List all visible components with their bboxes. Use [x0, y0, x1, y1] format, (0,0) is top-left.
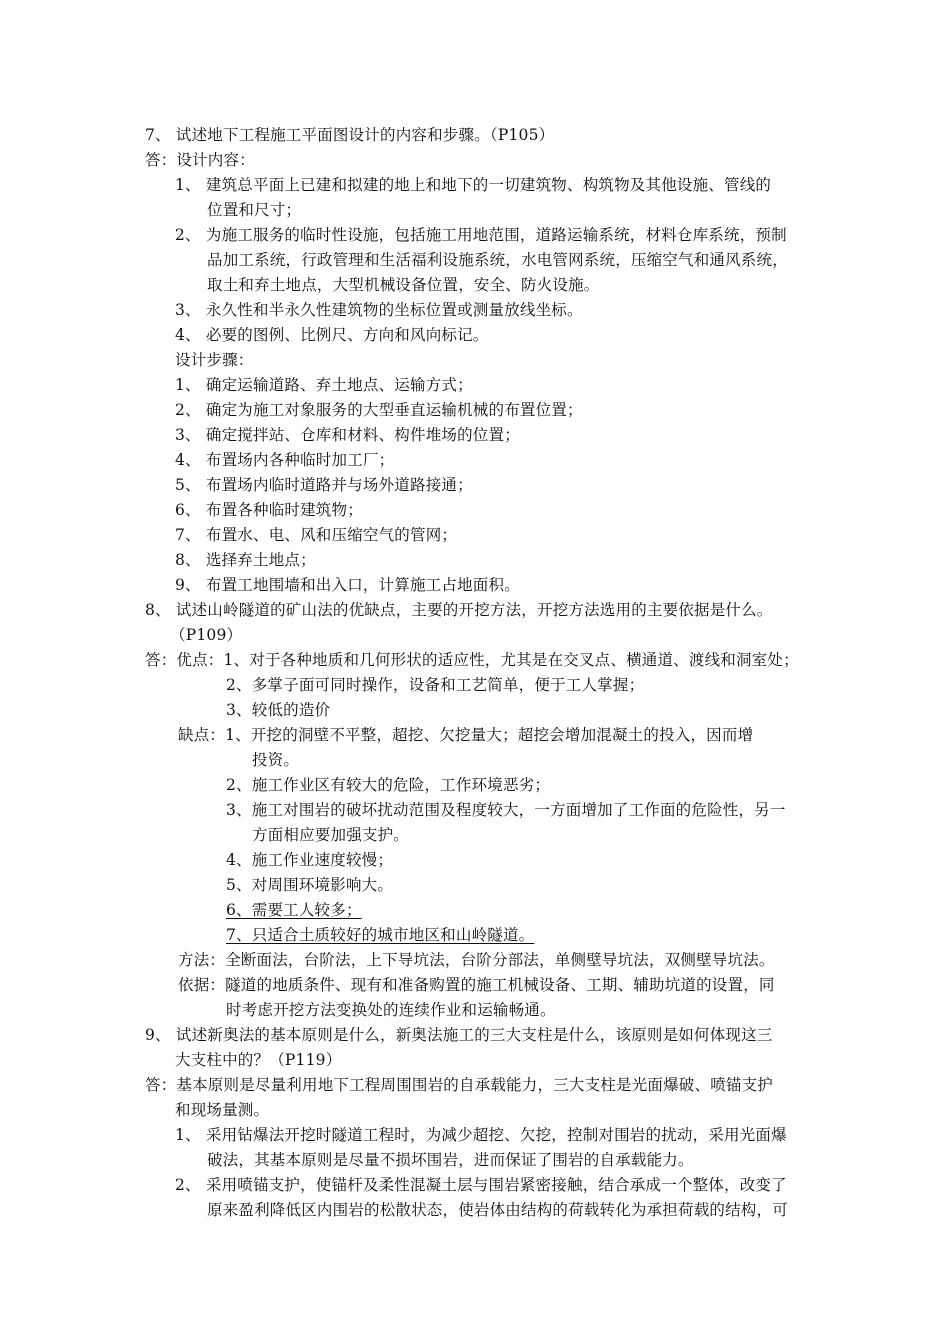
step-3: 3、 确定搅拌站、仓库和材料、构件堆场的位置；	[175, 426, 520, 444]
question-7-title: 7、 试述地下工程施工平面图设计的内容和步骤。（P105）	[145, 126, 555, 144]
advantages-item-3: 3、较低的造价	[226, 701, 331, 719]
answer-9-line-1: 答：基本原则是尽量利用地下工程周围围岩的自承载能力，三大支柱是光面爆破、喷锚支护	[145, 1076, 774, 1094]
disadvantages-item-1: 缺点：1、开挖的洞壁不平整，超挖、欠挖量大；超挖会增加混凝土的投入，因而增	[178, 726, 754, 744]
disadvantages-item-6: 6、需要工人较多；	[226, 901, 362, 919]
step-7: 7、 布置水、电、风和压缩空气的管网；	[175, 526, 458, 544]
step-6: 6、 布置各种临时建筑物；	[175, 501, 363, 519]
design-steps-heading: 设计步骤：	[175, 351, 254, 369]
advantages-item-2: 2、多掌子面可同时操作，设备和工艺简单，便于工人掌握；	[226, 676, 645, 694]
question-9-title: 9、 试述新奥法的基本原则是什么，新奥法施工的三大支柱是什么，该原则是如何体现这三	[145, 1026, 773, 1044]
basis-line: 依据：隧道的地质条件、现有和准备购置的施工机械设备、工期、辅助坑道的设置，同	[178, 976, 775, 994]
answer-9-item-2: 2、 采用喷锚支护，使锚杆及柔性混凝土层与围岩紧密接触，结合承成一个整体，改变了	[175, 1176, 787, 1194]
answer-9-item-2-cont: 原来盈利降低区内围岩的松散状态，使岩体由结构的荷载转化为承担荷载的结构，可	[207, 1201, 788, 1219]
content-item-2-cont-1: 品加工系统，行政管理和生活福利设施系统，水电管网系统，压缩空气和通风系统，	[207, 251, 788, 269]
content-item-4: 4、 必要的图例、比例尺、方向和风向标记。	[175, 326, 489, 344]
methods-line: 方法：全断面法，台阶法，上下导坑法，台阶分部法，单侧壁导坑法，双侧壁导坑法。	[178, 951, 775, 969]
step-9: 9、 布置工地围墙和出入口，计算施工占地面积。	[175, 576, 520, 594]
content-item-1-cont: 位置和尺寸；	[207, 201, 302, 219]
answer-9-line-2: 和现场量测。	[175, 1101, 270, 1119]
question-8-page-ref: （P109）	[170, 626, 243, 644]
disadvantages-item-4: 4、施工作业速度较慢；	[226, 851, 394, 869]
content-item-2-cont-2: 取土和弃土地点，大型机械设备位置，安全、防火设施。	[207, 276, 600, 294]
disadvantages-item-2: 2、施工作业区有较大的危险，工作环境恶劣；	[226, 776, 551, 794]
disadvantages-item-1-cont: 投资。	[252, 751, 300, 769]
content-item-1: 1、 建筑总平面上已建和拟建的地上和地下的一切建筑物、构筑物及其他设施、管线的	[175, 176, 772, 194]
step-2: 2、 确定为施工对象服务的大型垂直运输机械的布置位置；	[175, 401, 583, 419]
answer-9-item-1-cont: 破法，其基本原则是尽量不损坏围岩，进而保证了围岩的自承载能力。	[207, 1151, 694, 1169]
answer-9-item-1: 1、 采用钻爆法开挖时隧道工程时，为减少超挖、欠挖，控制对围岩的扰动，采用光面爆	[175, 1126, 787, 1144]
question-8-title: 8、 试述山岭隧道的矿山法的优缺点，主要的开挖方法，开挖方法选用的主要依据是什么。	[145, 601, 773, 619]
answer-7-heading: 答：设计内容：	[145, 151, 255, 169]
step-8: 8、 选择弃土地点；	[175, 551, 316, 569]
step-5: 5、 布置场内临时道路并与场外道路接通；	[175, 476, 473, 494]
advantages-item-1: 答：优点：1、对于各种地质和几何形状的适应性，尤其是在交叉点、横通道、渡线和洞室处；	[145, 651, 799, 669]
basis-line-cont: 时考虑开挖方法变换处的连续作业和运输畅通。	[226, 1001, 556, 1019]
question-9-title-cont: 大支柱中的？（P119）	[175, 1051, 342, 1069]
step-4: 4、 布置场内各种临时加工厂；	[175, 451, 395, 469]
disadvantages-item-3: 3、施工对围岩的破坏扰动范围及程度较大，一方面增加了工作面的危险性，另一	[226, 801, 786, 819]
disadvantages-item-5: 5、对周围环境影响大。	[226, 876, 394, 894]
disadvantages-item-7: 7、只适合土质较好的城市地区和山岭隧道。	[226, 926, 535, 944]
disadvantages-item-3-cont: 方面相应要加强支护。	[252, 826, 410, 844]
content-item-3: 3、 永久性和半永久性建筑物的坐标位置或测量放线坐标。	[175, 301, 583, 319]
step-1: 1、 确定运输道路、弃土地点、运输方式；	[175, 376, 473, 394]
content-item-2: 2、 为施工服务的临时性设施，包括施工用地范围，道路运输系统，材料仓库系统，预制	[175, 226, 787, 244]
